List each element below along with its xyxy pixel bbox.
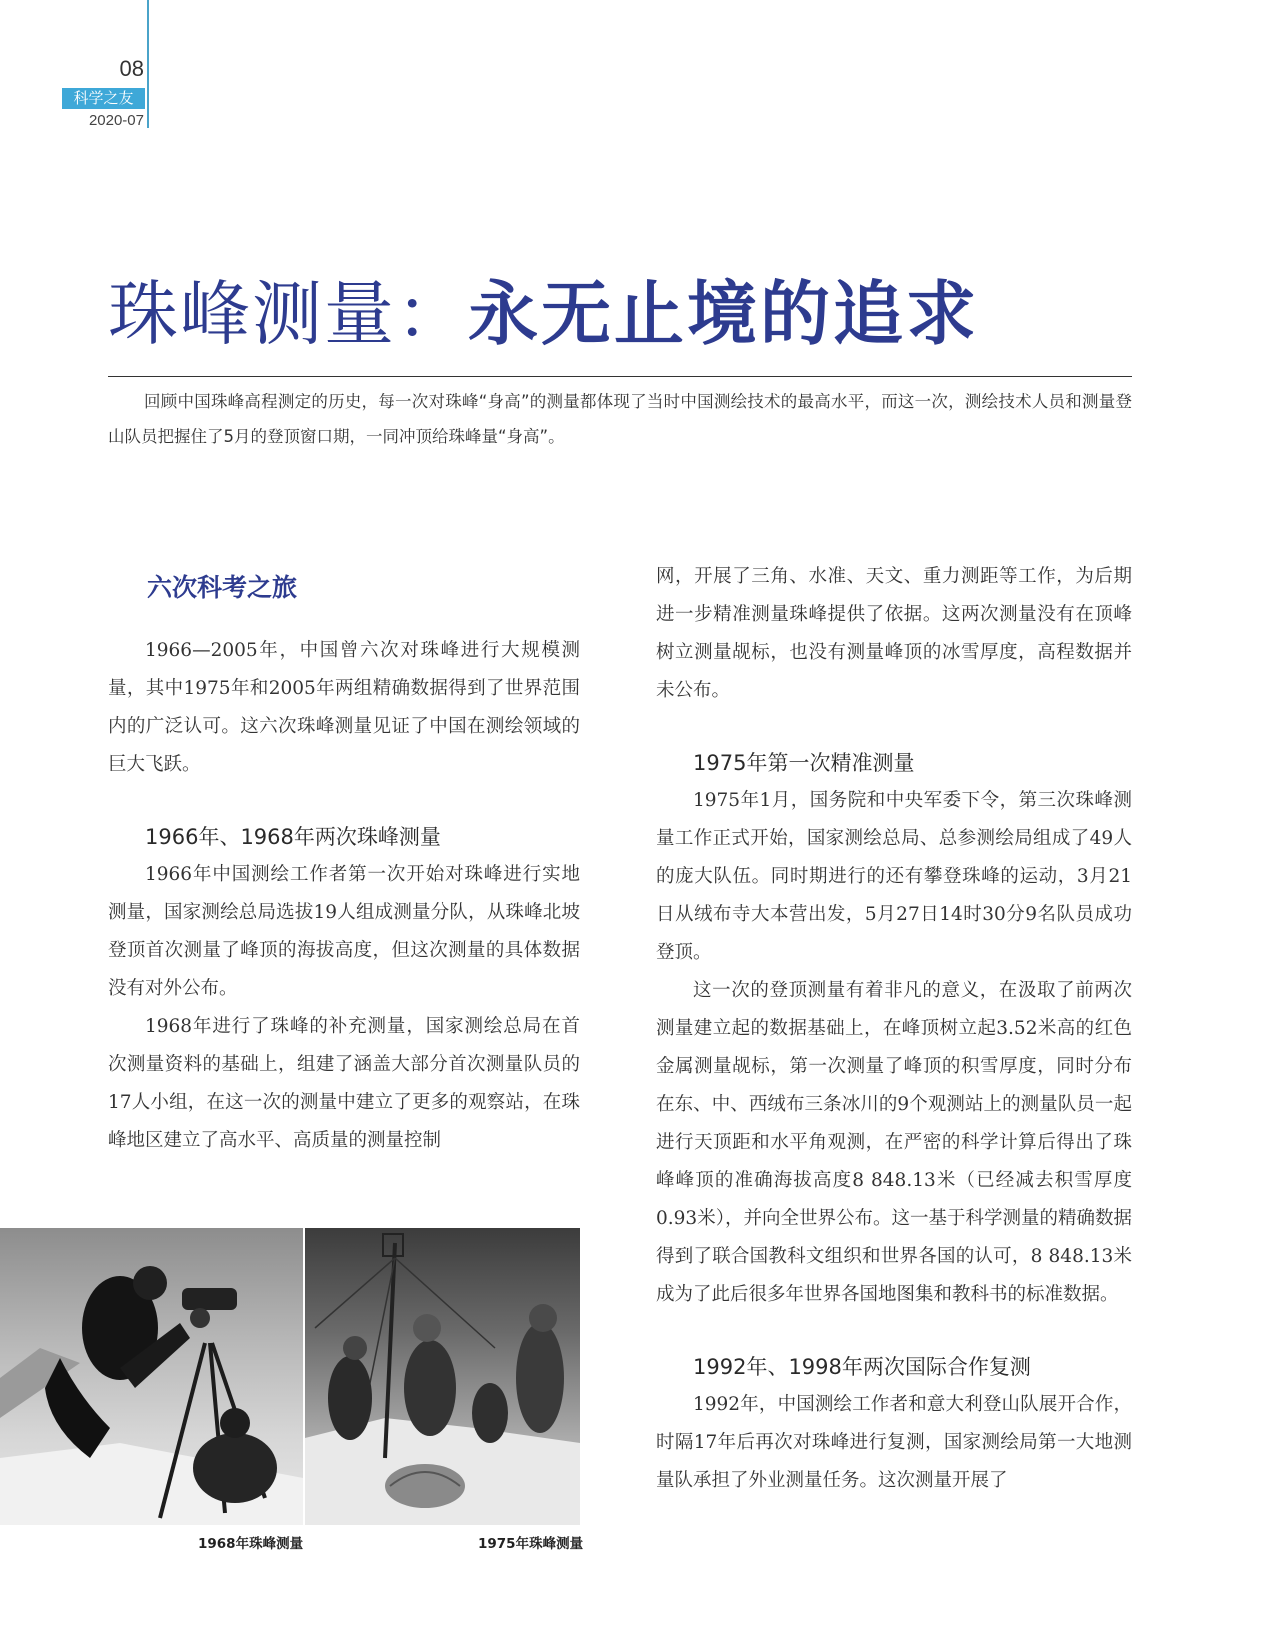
subheading: 1966年、1968年两次珠峰测量 bbox=[145, 825, 441, 849]
photo-1975-illustration bbox=[305, 1228, 580, 1525]
header-divider bbox=[147, 0, 149, 128]
magazine-name: 科学之友 bbox=[62, 88, 145, 109]
article-lead: 回顾中国珠峰高程测定的历史，每一次对珠峰“身高”的测量都体现了当时中国测绘技术的最高水平，而这一次，测绘技术人员和测量登山队员把握住了5月的登顶窗口期，一同冲顶给珠峰量“身高”。 bbox=[108, 392, 1132, 446]
photo-1968-survey bbox=[0, 1228, 303, 1525]
paragraph: 1968年进行了珠峰的补充测量，国家测绘总局在首次测量资料的基础上，组建了涵盖大部分首次测量队员的17人小组，在这一次的测量中建立了更多的观察站，在珠峰地区建立了高水平、高质量的测量控制 bbox=[108, 1016, 580, 1151]
title-rule bbox=[108, 376, 1132, 377]
photo-1975-survey bbox=[305, 1228, 580, 1525]
photo-caption-1968: 1968年珠峰测量 bbox=[198, 1536, 304, 1552]
column-left bbox=[108, 632, 580, 1160]
photo-1968-illustration bbox=[0, 1228, 303, 1525]
title-prefix: 珠峰测量： bbox=[108, 273, 468, 355]
subheading: 1975年第一次精准测量 bbox=[693, 751, 915, 775]
subheading: 1992年、1998年两次国际合作复测 bbox=[693, 1355, 1031, 1379]
column-right bbox=[656, 558, 1132, 1500]
paragraph: 1975年1月，国务院和中央军委下令，第三次珠峰测量工作正式开始，国家测绘总局、总参测绘局组成了49人的庞大队伍。同时期进行的还有攀登珠峰的运动，3月21日从绒布寺大本营出发，5月27日14时30分9名队员成功登顶。 bbox=[656, 790, 1132, 963]
paragraph: 网，开展了三角、水准、天文、重力测距等工作，为后期进一步精准测量珠峰提供了依据。这两次测量没有在顶峰树立测量觇标，也没有测量峰顶的冰雪厚度，高程数据并未公布。 bbox=[656, 566, 1132, 701]
photo-strip bbox=[0, 1228, 580, 1525]
title-main: 永无止境的追求 bbox=[468, 273, 979, 355]
article-title bbox=[108, 258, 979, 359]
issue-date: 2020-07 bbox=[88, 112, 144, 129]
paragraph: 1966年中国测绘工作者第一次开始对珠峰进行实地测量，国家测绘总局选拔19人组成测量分队，从珠峰北坡登顶首次测量了峰顶的海拔高度，但这次测量的具体数据没有对外公布。 bbox=[108, 864, 580, 999]
paragraph: 1966—2005年，中国曾六次对珠峰进行大规模测量，其中1975年和2005年两组精确数据得到了世界范围内的广泛认可。这六次珠峰测量见证了中国在测绘领域的巨大飞跃。 bbox=[108, 640, 580, 775]
paragraph: 1992年，中国测绘工作者和意大利登山队展开合作，时隔17年后再次对珠峰进行复测，国家测绘局第一大地测量队承担了外业测量任务。这次测量开展了 bbox=[656, 1394, 1132, 1491]
page-number: 08 bbox=[119, 56, 144, 81]
photo-caption-1975: 1975年珠峰测量 bbox=[478, 1536, 584, 1552]
paragraph: 这一次的登顶测量有着非凡的意义，在汲取了前两次测量建立起的数据基础上，在峰顶树立起3.52米高的红色金属测量觇标，第一次测量了峰顶的积雪厚度，同时分布在东、中、西绒布三条冰川的9个观测站上的测量队员一起进行天顶距和水平角观测，在严密的科学计算后得出了珠峰峰顶的准确海拔高度8 848.13米（已经减去积雪厚度0.93米），并向全世界公布。这一基于科学测量的精确数据得到了联合国教科文组织和世界各国的认可，8 848.13米成为了此后很多年世界各国地图集和教科书的标准数据。 bbox=[656, 980, 1132, 1305]
section-title: 六次科考之旅 bbox=[147, 573, 298, 602]
